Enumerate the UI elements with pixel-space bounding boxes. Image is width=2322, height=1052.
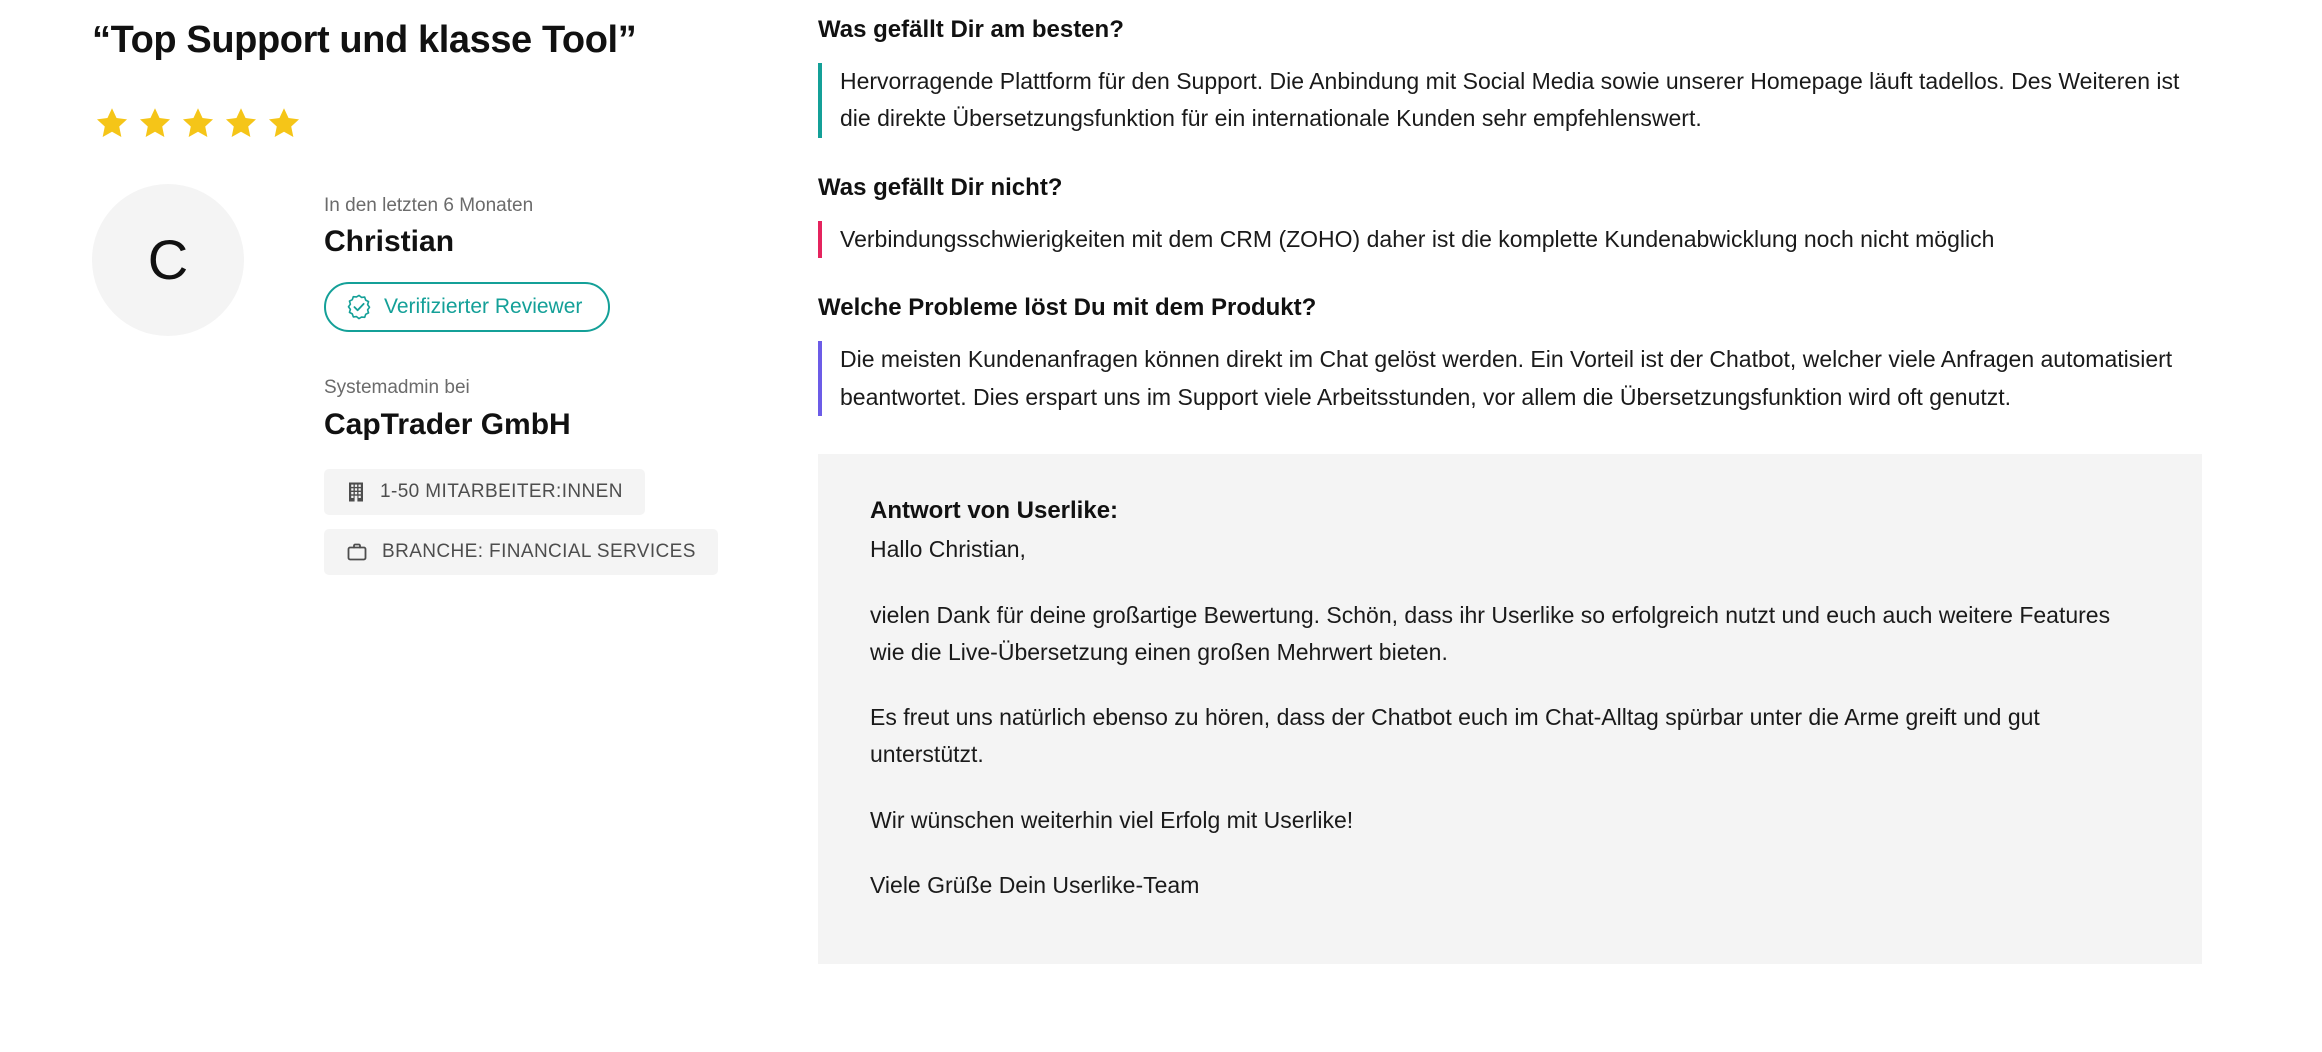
employment-block [324,376,718,575]
industry-label: BRANCHE: FINANCIAL SERVICES [382,540,696,562]
star-icon [267,106,301,140]
star-icon [181,106,215,140]
question-heading-dislike: Was gefällt Dir nicht? [818,173,1063,201]
star-icon [224,106,258,140]
industry-tag [324,529,718,575]
reviewer-name: Christian [324,225,455,259]
reviewer-role: Systemadmin bei [324,377,470,399]
company-size-tag [324,469,645,515]
reviewer-meta [244,184,718,575]
vendor-reply-signature: Viele Grüße Dein Userlike-Team [870,871,1200,898]
answer-dislike [818,221,2202,258]
review-content-column [760,0,2322,1052]
answer-best [818,63,2202,138]
vendor-reply-paragraph: vielen Dank für deine großartige Bewertung. Schön, dass ihr Userlike so erfolgreich nutzt und euch auch weitere Features wie die Live-Übersetzung einen großen Mehrwert bieten. [870,601,2111,665]
reviewer-column [0,0,760,1052]
answer-best-text: Hervorragende Plattform für den Support. Die Anbindung mit Social Media sowie unserer Homepage läuft tadellos. Des Weiteren ist die direkte Übersetzungsfunktion für ein internationale Kunden sehr empfehlenswert. [840,68,2180,132]
avatar [92,184,244,336]
building-icon [346,481,366,503]
question-heading-problems: Welche Probleme löst Du mit dem Produkt? [818,294,1317,322]
company-size-label: 1-50 MITARBEITER:INNEN [380,480,623,502]
vendor-reply-greeting: Hallo Christian, [870,536,1026,563]
answer-problems [818,341,2202,416]
review-title: “Top Support und klasse Tool” [92,19,637,61]
question-heading-best: Was gefällt Dir am besten? [818,16,1124,43]
answer-dislike-text: Verbindungsschwierigkeiten mit dem CRM (ZOHO) daher ist die komplette Kundenabwicklung noch nicht möglich [840,225,1995,252]
reviewer-company: CapTrader GmbH [324,407,571,441]
reviewer-block [92,184,760,575]
verified-check-icon [346,294,372,320]
vendor-reply-title: Antwort von Userlike: [870,496,1119,524]
star-rating [95,106,760,140]
avatar-initial: C [147,227,189,291]
review-recency: In den letzten 6 Monaten [324,194,534,216]
star-icon [95,106,129,140]
answer-problems-text: Die meisten Kundenanfragen können direkt im Chat gelöst werden. Ein Vorteil ist der Chatbot, welcher viele Anfragen automatisiert beantwortet. Dies erspart uns im Support viele Arbeitsstunden, vor allem die Übersetzungsfunktion wird oft genutzt. [840,346,2173,410]
verified-reviewer-badge[interactable] [324,282,610,332]
vendor-reply-paragraph: Wir wünschen weiterhin viel Erfolg mit Userlike! [870,806,1354,833]
vendor-reply-paragraph: Es freut uns natürlich ebenso zu hören, dass der Chatbot euch im Chat-Alltag spürbar unter die Arme greift und gut unterstützt. [870,704,2040,768]
briefcase-icon [346,542,368,562]
verified-reviewer-label: Verifizierter Reviewer [384,295,583,319]
vendor-reply-box [818,454,2202,964]
star-icon [138,106,172,140]
